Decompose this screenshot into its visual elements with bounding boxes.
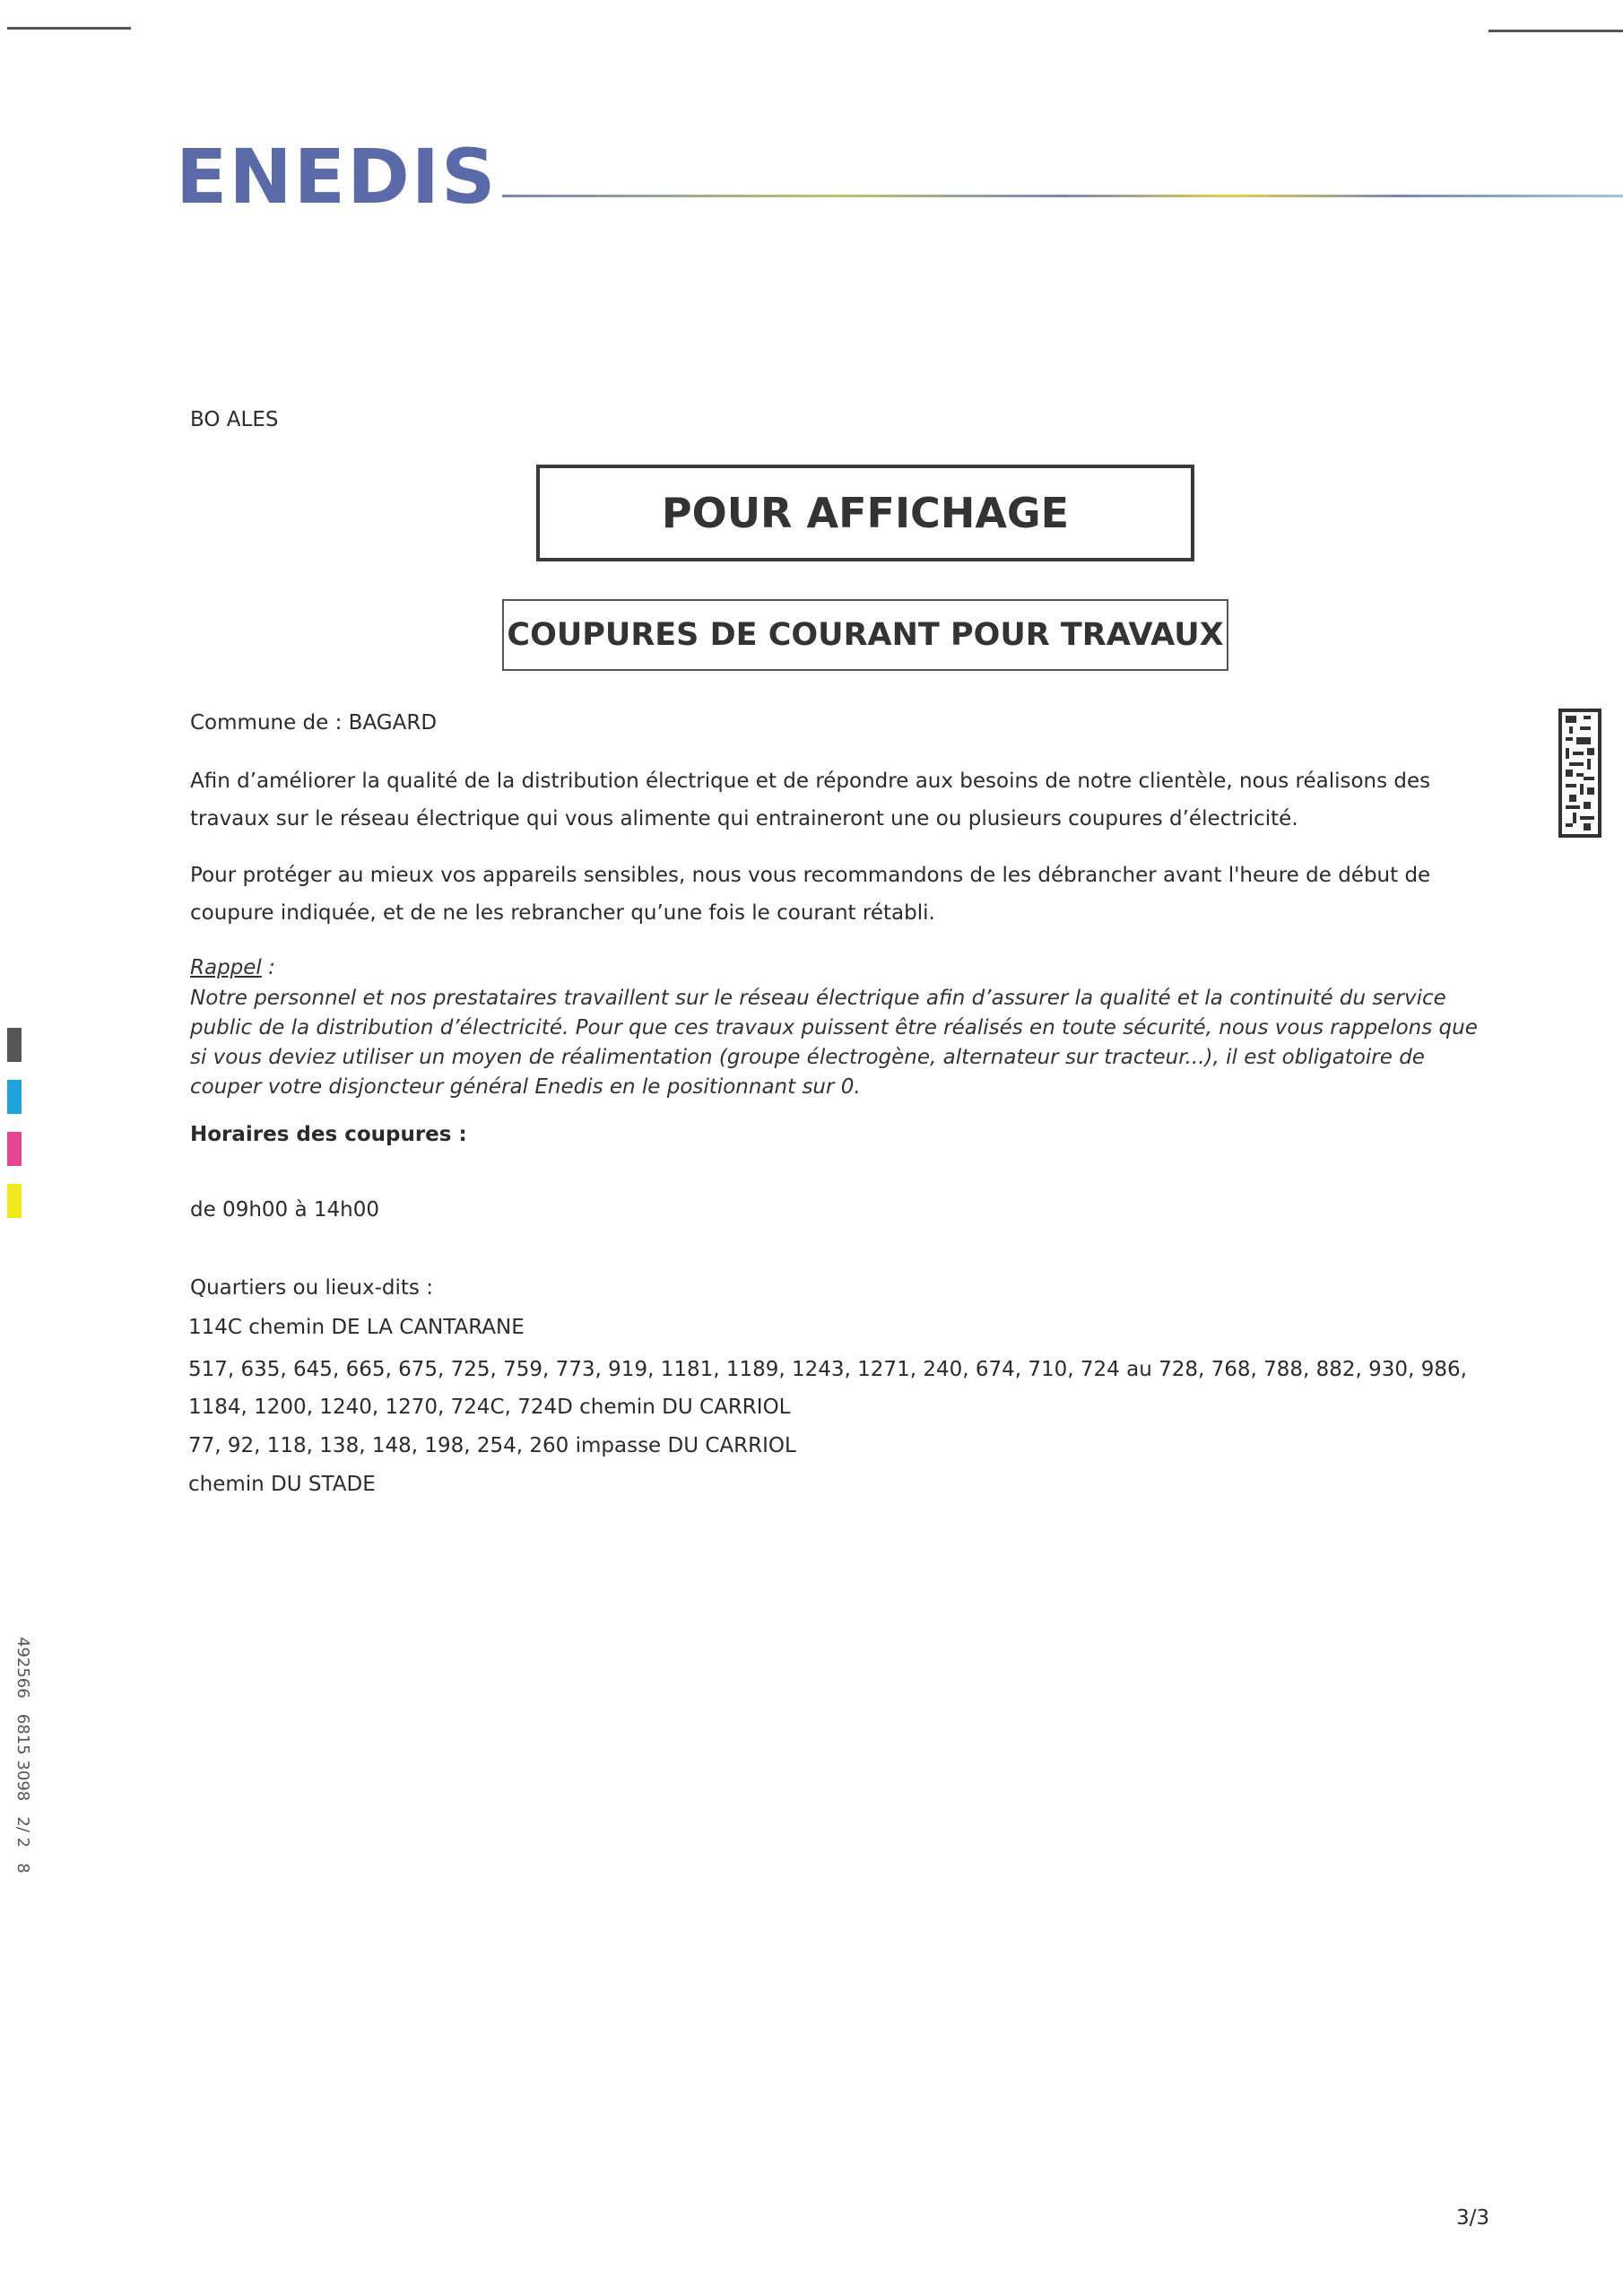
top-left-rule [7,27,131,30]
horaires-time: de 09h00 à 14h00 [190,1198,379,1222]
print-swatch-magenta [7,1132,22,1166]
subtitle-box: COUPURES DE COURANT POUR TRAVAUX [502,599,1228,671]
top-right-rule [1488,30,1623,32]
office-label: BO ALES [190,408,279,431]
intro-paragraph: Afin d’améliorer la qualité de la distribution électrique et de répondre aux besoins de notre clientèle, nous réalisons des travaux sur le réseau électrique qui vous alimente qui entraineront une ou plusieurs coupures d’électricité. [190,770,1431,831]
rappel-text: Notre personnel et nos prestataires travaillent sur le réseau électrique afin d’assurer la qualité et la continuité du service public de la distribution d’électricité. Pour que ces travaux puissent être réalisés en toute sécurité, nous vous rappelons que si vous deviez utiliser un moyen de réalimentation (groupe électrogène, alternateur sur tracteur...), il est obligatoire de couper votre disjoncteur général Enedis en le positionnant sur 0. [190,987,1478,1099]
logo-divider-line [502,195,1623,197]
enedis-logo: ENEDIS [176,133,498,221]
quartier-line: 77, 92, 118, 138, 148, 198, 254, 260 impasse DU CARRIOL [188,1434,796,1457]
advice-paragraph: Pour protéger au mieux vos appareils sensibles, nous vous recommandons de les débrancher avant l'heure de début de coupure indiquée, et de ne les rebrancher qu’une fois le courant rétabli. [190,864,1431,925]
commune-label: Commune de : BAGARD [190,711,438,735]
rappel-label: Rappel [190,956,262,979]
quartier-line: 114C chemin DE LA CANTARANE [188,1316,525,1339]
quartiers-heading: Quartiers ou lieux-dits : [190,1276,433,1300]
quartier-line: 517, 635, 645, 665, 675, 725, 759, 773, 919, 1181, 1189, 1243, 1271, 240, 674, 710, 724 au 728, 768, 788, 882, 930, 986, 1184, 1200, 1240, 1270, 724C, 724D chemin DU CARRIOL [188,1358,1467,1419]
page-number: 3/3 [1456,2206,1490,2230]
rappel-heading [190,953,275,983]
print-swatch-black [7,1028,22,1062]
quartier-line: chemin DU STADE [188,1473,376,1496]
qr-code [1558,709,1601,838]
margin-tracking-code: 492566 6815 3098 2/ 2 8 [13,1637,32,1874]
print-swatch-yellow [7,1184,22,1218]
title-box: POUR AFFICHAGE [536,465,1194,561]
horaires-heading: Horaires des coupures : [190,1123,467,1146]
rappel-colon: : [261,956,275,979]
print-swatch-cyan [7,1080,22,1114]
